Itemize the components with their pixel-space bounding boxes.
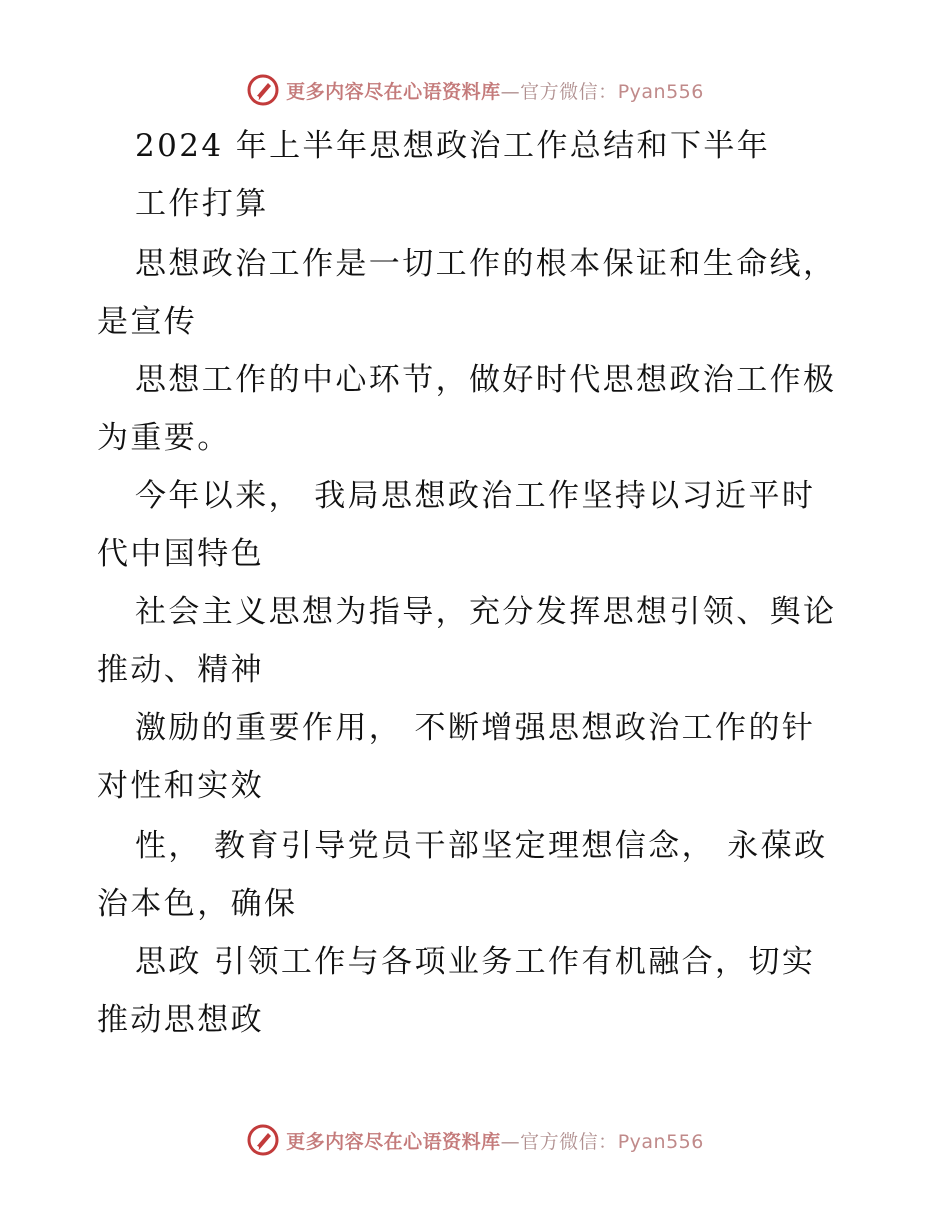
banner-wechat-label: —官方微信： bbox=[500, 80, 618, 103]
paragraph-line: 对性和实效 bbox=[97, 768, 264, 804]
footer-watermark-banner bbox=[0, 1120, 950, 1160]
paragraph-line: 是宣传 bbox=[97, 304, 198, 340]
document-title-line-2: 工作打算 bbox=[135, 186, 269, 222]
paragraph-line: 激励的重要作用， 不断增强思想政治工作的针 bbox=[135, 710, 816, 746]
paragraph-line: 为重要。 bbox=[97, 420, 231, 456]
pen-logo-icon bbox=[246, 1123, 280, 1157]
banner-wechat-id: Pyan556 bbox=[617, 80, 704, 103]
paragraph-line: 推动思想政 bbox=[97, 1002, 264, 1038]
paragraph-line: 代中国特色 bbox=[97, 536, 264, 572]
paragraph-line: 推动、精神 bbox=[97, 652, 264, 688]
paragraph-line: 性， 教育引导党员干部坚定理想信念， 永葆政 bbox=[135, 828, 828, 864]
paragraph-line: 思想政治工作是一切工作的根本保证和生命线， bbox=[135, 246, 837, 282]
paragraph-line: 今年以来， 我局思想政治工作坚持以习近平时 bbox=[135, 478, 816, 514]
banner-site-name: 更多内容尽在心语资料库 bbox=[286, 1130, 501, 1153]
paragraph-line: 社会主义思想为指导，充分发挥思想引领、舆论 bbox=[135, 594, 837, 630]
paragraph-line: 思政 引领工作与各项业务工作有机融合，切实 bbox=[135, 944, 816, 980]
banner-wechat-id: Pyan556 bbox=[617, 1130, 704, 1153]
document-title-line-1: 2024 年上半年思想政治工作总结和下半年 bbox=[135, 128, 771, 164]
banner-site-name: 更多内容尽在心语资料库 bbox=[286, 80, 501, 103]
paragraph-line: 思想工作的中心环节，做好时代思想政治工作极 bbox=[135, 362, 837, 398]
footer-banner-text bbox=[286, 1127, 704, 1154]
header-watermark-banner bbox=[0, 70, 950, 110]
banner-wechat-label: —官方微信： bbox=[500, 1130, 618, 1153]
header-banner-text bbox=[286, 77, 704, 104]
pen-logo-icon bbox=[246, 73, 280, 107]
paragraph-line: 治本色，确保 bbox=[97, 886, 298, 922]
